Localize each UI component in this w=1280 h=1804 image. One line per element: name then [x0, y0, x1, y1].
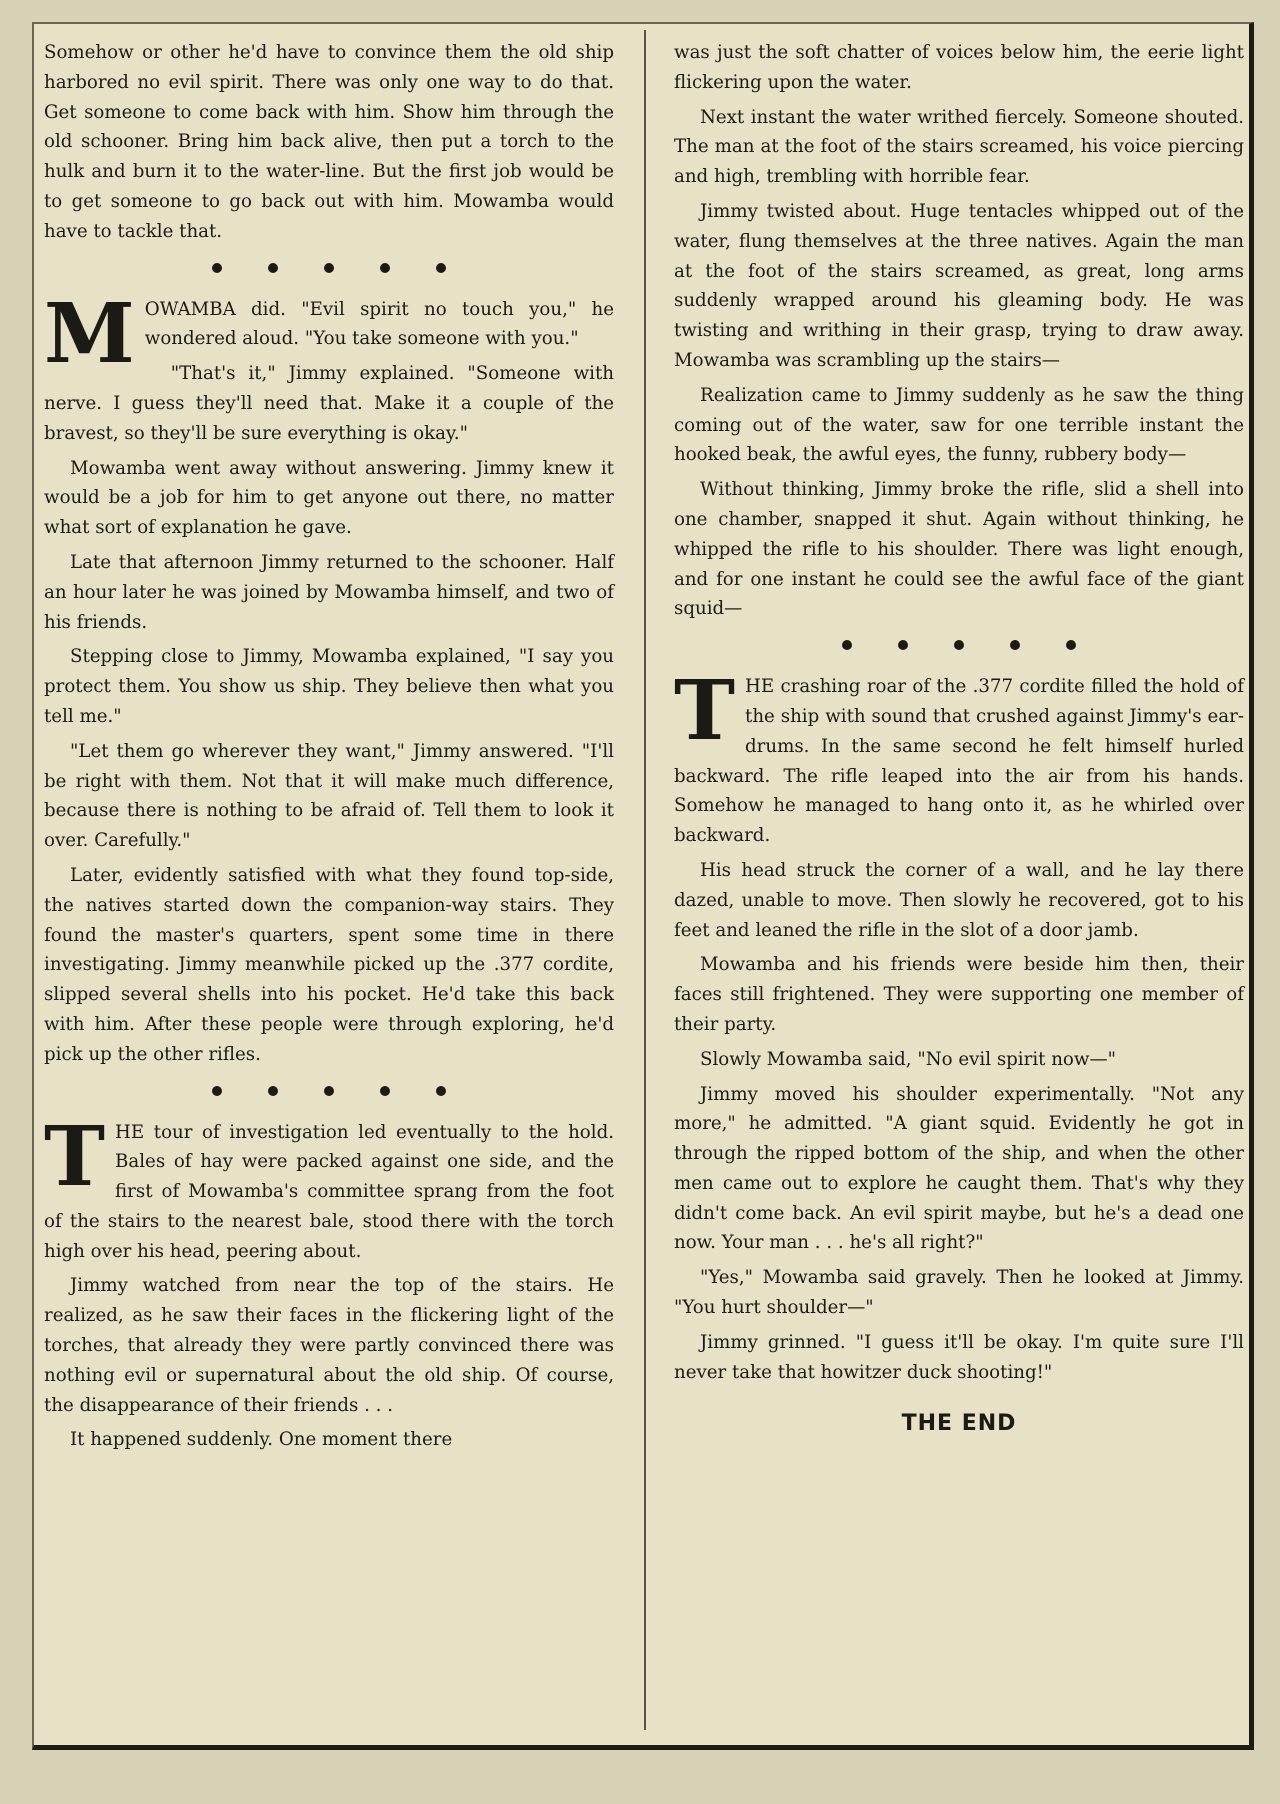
the-end-label: THE END [901, 1411, 1017, 1437]
paragraph: THE crashing roar of the .377 cordite filled the hold of the ship with sound that crushed against Jimmy's ear-drums. In the same second he felt himself hurled backward. The rifle leaped into the air from his hands. Somehow he managed to hang onto it, as he whirled over backward. [674, 663, 1244, 847]
paragraph: Mowamba went away without answering. Jimmy knew it would be a job for him to get anyone out there, no matter what sort of explanation he gave. [44, 457, 614, 539]
paragraph: Jimmy twisted about. Huge tentacles whipped out of the water, flung themselves at the three natives. Again the man at the foot of the stairs screamed, as great, long arms suddenly wrapped around his gleaming body. He was twisting and writhing in their grasp, trying to draw away. Mowamba was scrambling up the stairs— [674, 200, 1244, 371]
paragraph: Jimmy grinned. "I guess it'll be okay. I'm quite sure I'll never take that howitzer duck shooting!" [674, 1331, 1244, 1383]
paragraph: Stepping close to Jimmy, Mowamba explained, "I say you protect them. You show us ship. They believe then what you tell me." [44, 646, 614, 727]
paragraph: It happened suddenly. One moment there [70, 1429, 453, 1451]
paragraph: Late that afternoon Jimmy returned to the schooner. Half an hour later he was joined by Mowamba himself, and two of his friends. [44, 551, 614, 633]
paragraph: THE tour of investigation led eventually to the hold. Bales of hay were packed against one side, and the first of Mowamba's committee sprang from the foot of the stairs to the nearest bale, stood there with the torch high over his head, peering about. [44, 1108, 614, 1262]
paragraph: Realization came to Jimmy suddenly as he saw the thing coming out of the water, saw for one terrible instant the hooked beak, the awful eyes, the funny, rubbery body— [674, 384, 1244, 466]
paragraph: "Let them go wherever they want," Jimmy answered. "I'll be right with them. Not that it will make much difference, because there is nothing to be afraid of. Tell them to look it over. Carefully." [44, 740, 614, 852]
paragraph: "Yes," Mowamba said gravely. Then he looked at Jimmy. "You hurt shoulder—" [674, 1267, 1244, 1319]
column-divider [644, 30, 646, 1730]
paragraph: MOWAMBA did. "Evil spirit no touch you," he wondered aloud. "You take someone with you." [44, 285, 614, 382]
paragraph: Next instant the water writhed fiercely. Someone shouted. The man at the foot of the stairs screamed, his voice piercing and high, trembling with horrible fear. [674, 106, 1244, 188]
paragraph: His head struck the corner of a wall, and he lay there dazed, unable to move. Then slowly he recovered, got to his feet and leaned the rifle in the slot of a door jamb. [674, 859, 1244, 941]
magazine-page [32, 22, 1254, 1750]
paragraph: Later, evidently satisfied with what they found top-side, the natives started down the companion-way stairs. They found the master's quarters, spent some time in there investigating. Jimmy meanwhile picked up the .377 cordite, slipped several shells into his pocket. He'd take this back with him. After these people were through exploring, he'd pick up the other rifles. [44, 864, 614, 1065]
section-break [44, 1086, 614, 1096]
section-break [44, 263, 614, 273]
paragraph: Without thinking, Jimmy broke the rifle, slid a shell into one chamber, snapped it shut. Again without thinking, he whipped the rifle to his shoulder. There was light enough, and for one instant he could see the awful face of the giant squid— [674, 479, 1244, 620]
section-break [674, 640, 1244, 650]
paragraph: Jimmy moved his shoulder experimentally. "Not any more," he admitted. "A giant squid. Evidently he got in through the ripped bottom of the ship, and when the other men came out to explore he caught them. That's why they didn't come back. An evil spirit maybe, but he's a dead one now. Your man . . . he's all right?" [674, 1083, 1244, 1254]
drop-cap: T [44, 1108, 106, 1205]
paragraph: "That's it," Jimmy explained. "Someone with nerve. I guess they'll need that. Make it a couple of the bravest, so they'll be sure everything is okay." [44, 363, 614, 444]
right-column [674, 38, 1244, 1439]
paragraph: Mowamba and his friends were beside him then, their faces still frightened. They were supporting one member of their party. [674, 954, 1244, 1035]
drop-cap: M [44, 285, 135, 382]
left-column [44, 38, 614, 1460]
paragraph: Slowly Mowamba said, "No evil spirit now—" [700, 1048, 1117, 1070]
paragraph: was just the soft chatter of voices below him, the eerie light flickering upon the water. [674, 42, 1244, 93]
paragraph: Jimmy watched from near the top of the stairs. He realized, as he saw their faces in the flickering light of the torches, that already they were partly convinced there was nothing evil or supernatural about the old ship. Of course, the disappearance of their friends . . . [44, 1275, 614, 1416]
drop-cap: T [674, 663, 736, 760]
paragraph: Somehow or other he'd have to convince them the old ship harbored no evil spirit. There was only one way to do that. Get someone to come back with him. Show him through the old schooner. Bring him back alive, then put a torch to the hulk and burn it to the water-line. But the first job would be to get someone to go back out with him. Mowamba would have to tackle that. [44, 42, 614, 242]
